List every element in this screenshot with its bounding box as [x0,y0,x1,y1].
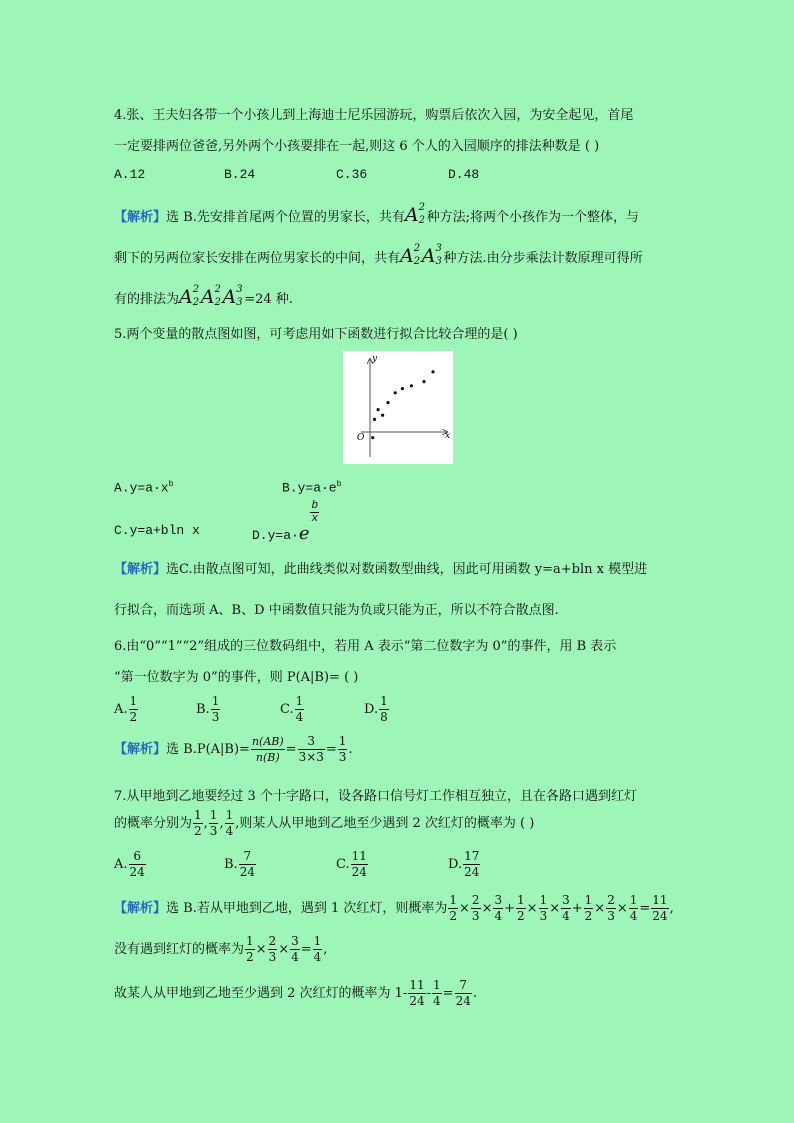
q7-analysis-line3 [114,978,477,1009]
scatter-point [394,391,397,394]
frac-num: 1 [211,694,220,708]
q7-analysis-line2 [114,934,327,965]
q4-line1: 4.张、王夫妇各带一个小孩儿到上海迪士尼乐园游玩，购票后依次入园，为安全起见，首尾 [114,108,634,123]
frac-den: 2 [584,909,593,923]
q4-analysis-text1: 选 B.先安排首尾两个位置的男家长，共有 [166,210,405,225]
operator: × [459,901,470,916]
fraction [471,893,481,924]
q5-option-d [252,500,320,544]
frac-num: 11 [351,849,367,863]
operator: . [472,986,477,1001]
frac-num: 6 [129,849,146,865]
q4-analysis-text2: 剩下的另两位家长安排在两位男家长的中间，共有 [114,251,401,266]
q5-option-c: C.y=a+bln x [114,523,200,538]
q4-option-c: C.36 [336,167,368,182]
q7-analysis-text1: 选 B.若从甲地到乙地，遇到 1 次红灯，则概率为 [166,901,448,916]
frac-num: 3 [291,934,299,948]
fraction [448,893,458,924]
q6-option-d [364,694,390,725]
fraction [561,893,571,924]
q4-analysis-text3b: =24 种. [244,292,293,307]
q6-option-b-label: B. [196,702,210,717]
operator: × [616,901,628,916]
q5-option-d-text: D.y=a· [252,528,299,543]
q5-analysis-line2: 行拟合，而选项 A、B、D 中函数值只能为负或只能为正，所以不符合散点图. [114,603,559,618]
frac-den: 2 [246,950,254,964]
frac-num: 1 [449,893,458,907]
perm-A33: A [421,245,436,267]
frac-num: 1 [539,893,548,907]
frac-num: 1 [209,808,218,822]
operator: × [278,942,290,957]
frac-den: 24 [239,865,255,879]
scatter-point [371,436,374,439]
frac-num: n(AB) [251,735,284,748]
q6-option-b [196,694,221,725]
q5-analysis-text1: 选C.由散点图可知，此曲线类似对数函数型曲线，因此可用函数 y=a+bln x 模型进 [166,562,648,577]
y-axis-label: y [372,354,378,364]
frac-den: 3 [268,950,277,964]
scatter-svg [343,351,453,464]
perm-A22: A [400,245,414,267]
q4-analysis-line3: 有的排法为A 2 2 A 2 2 A 3 3 =24 种. [114,283,293,308]
operator: = [300,942,312,957]
frac-den: 24 [129,865,145,879]
frac-num: 1 [129,694,138,708]
q7-formula-1 [447,893,674,923]
frac-num: 1 [295,694,304,708]
q5-analysis-line1 [114,558,647,577]
q6-analysis-line1 [114,734,353,765]
frac-den: n(B) [255,751,280,764]
operator: = [639,901,651,916]
fraction [245,934,255,965]
frac-num: 1 [517,893,525,907]
scatter-point [422,380,425,383]
frac-num: 3 [562,893,570,907]
q7-option-a [114,849,147,880]
operator: × [549,901,561,916]
operator: + [571,901,583,916]
q4-option-b: B.24 [224,167,256,182]
perm-A22: A [179,286,193,308]
q7-line2 [114,808,534,839]
frac-num: 2 [471,893,480,907]
q4-analysis-text2b: 种方法.由分步乘法计数原理可得所 [443,251,643,266]
equals-sign: = [325,742,337,757]
frac-den: 4 [313,950,322,964]
q6-option-a [114,694,139,725]
q7-line2-pre: 的概率分别为 [114,816,193,831]
frac-den: 3×3 [298,750,324,764]
scatter-point [431,370,434,373]
frac-num: 1 [246,934,254,948]
q4-analysis-text3: 有的排法为 [114,292,180,307]
q5-option-d-num: b [311,500,319,513]
frac-num: 17 [464,849,480,863]
q7-option-b-label: B. [224,857,238,872]
analysis-tag: 【解析】 [114,742,167,757]
frac-den: 3 [338,750,347,764]
q4-option-d: D.48 [448,167,480,182]
frac-den: 24 [351,865,367,879]
perm-A33: A [222,286,237,308]
q7-analysis-line1 [114,893,674,924]
scatter-plot [343,351,453,464]
q7-option-d [448,849,481,880]
fraction [539,893,549,924]
frac-num: 1 [433,978,441,992]
q6-option-a-label: A. [114,702,128,717]
fraction [455,978,472,1009]
frac-den: 4 [225,824,234,838]
frac-den: 8 [380,710,388,724]
fraction [268,934,278,965]
fraction [408,978,425,1009]
frac-den: 2 [194,824,202,838]
fraction [651,893,668,924]
operator: × [481,901,493,916]
frac-num: 7 [239,849,256,865]
q6-line2: “第一位数字为 0”的事件，则 P(A|B)= ( ) [114,670,359,685]
q7-option-c-label: C. [336,857,350,872]
q4-analysis-text1b: 种方法;将两个小孩作为一个整体，与 [426,210,639,225]
q5-option-b [282,480,341,495]
frac-den: 2 [449,909,458,923]
q4-analysis-line1: 【解析】选 B.先安排首尾两个位置的男家长，共有A 2 2 种方法;将两个小孩作为一个整体，与 [114,201,639,226]
frac-num: 1 [313,934,322,948]
fraction [493,893,503,924]
q7-option-b [224,849,257,880]
q7-analysis-text2: 没有遇到红灯的概率为 [114,942,245,957]
q5-question: 5.两个变量的散点图如图，可考虑用如下函数进行拟合比较合理的是( ) [114,327,518,342]
equals-sign: = [285,742,297,757]
q7-option-c [336,849,369,880]
frac-num: 3 [298,734,325,750]
frac-den: 4 [494,909,503,923]
fraction [290,934,300,965]
frac-den: 24 [455,994,471,1008]
fraction [629,893,639,924]
q6-option-c-label: C. [280,702,294,717]
frac-num: 2 [607,893,615,907]
frac-den: 24 [464,865,480,879]
scatter-point [373,418,376,421]
frac-num: 1 [338,734,347,748]
frac-den: 2 [517,909,525,923]
q6-line1: 6.由“0”“1”“2”组成的三位数码组中，若用 A 表示“第二位数字为 0”的事件，用 B 表示 [114,639,617,654]
perm-A22: A [404,204,419,226]
comma: , [219,816,224,831]
q5-option-a-text: A.y=a·x [114,480,169,496]
frac-num: 1 [380,694,388,708]
origin-label: O [357,433,365,443]
frac-num: 1 [584,893,593,907]
operator: × [594,901,606,916]
x-axis-label: x [445,431,451,441]
q4-option-a: A.12 [114,167,146,182]
scatter-point [410,384,413,387]
operator: × [255,942,267,957]
frac-den: 4 [291,950,299,964]
frac-num: 1 [225,808,234,822]
q7-formula-3 [407,978,477,1008]
q5-option-b-exp: b [336,480,342,489]
analysis-tag: 【解析】 [114,210,167,225]
frac-den: 24 [652,909,668,923]
scatter-point [381,414,384,417]
fraction [584,893,594,924]
frac-den: 3 [539,909,548,923]
frac-den: 3 [471,909,480,923]
q7-formula-2 [244,934,328,964]
q6-analysis-text1: 选 B.P(A|B)= [166,742,250,757]
operator: × [526,901,538,916]
fraction [606,893,616,924]
q4-line2: 一定要排两位爸爸,另外两个小孩要排在一起,则这 6 个人的入园顺序的排法种数是 ( ) [114,139,600,154]
q7-line2-post: ,则某人从甲地到乙地至少遇到 2 次红灯的概率为 ( ) [235,816,535,831]
analysis-tag: 【解析】 [114,901,167,916]
q5-option-b-text: B.y=a·e [282,480,337,496]
q7-option-d-label: D. [448,857,463,872]
q5-option-a-exp: b [168,480,174,489]
perm-A22: A [200,286,215,308]
scatter-point [377,408,380,411]
q7-option-a-label: A. [114,857,128,872]
operator: + [504,901,516,916]
fraction [313,934,323,965]
comma: , [203,816,208,831]
frac-num: 1 [629,893,638,907]
fraction [432,978,442,1009]
q6-option-c [280,694,305,725]
period: . [348,742,353,757]
frac-num: 1 [194,808,202,822]
q6-option-d-label: D. [364,702,379,717]
q7-line1: 7.从甲地到乙地要经过 3 个十字路口，设各路口信号灯工作相互独立，且在各路口遇到红灯 [114,789,637,804]
q5-option-d-den: x [311,513,319,526]
operator: , [669,901,674,916]
frac-num: 11 [409,978,425,992]
frac-den: 3 [211,710,220,724]
frac-num: 11 [652,893,668,907]
scatter-point [386,401,389,404]
frac-num: 2 [268,934,277,948]
analysis-tag: 【解析】 [114,562,167,577]
frac-den: 3 [209,824,218,838]
frac-den: 2 [129,710,138,724]
frac-num: 7 [455,978,472,994]
frac-den: 4 [433,994,441,1008]
q4-analysis-line2: 剩下的另两位家长安排在两位男家长的中间，共有A 2 2 A 3 3 种方法.由分步乘法计数原理可得所 [114,242,643,267]
frac-den: 4 [562,909,570,923]
frac-den: 4 [295,710,304,724]
q7-analysis-text3: 故某人从甲地到乙地至少遇到 2 次红灯的概率为 1- [114,986,408,1001]
operator: - [426,986,432,1001]
scatter-point [401,387,404,390]
operator: , [323,942,328,957]
frac-den: 4 [629,909,638,923]
frac-den: 24 [409,994,425,1008]
q5-option-a [114,480,173,495]
frac-den: 3 [607,909,615,923]
fraction [516,893,526,924]
frac-num: 3 [494,893,503,907]
q5-option-d-e: e [298,523,310,544]
operator: = [442,986,454,1001]
